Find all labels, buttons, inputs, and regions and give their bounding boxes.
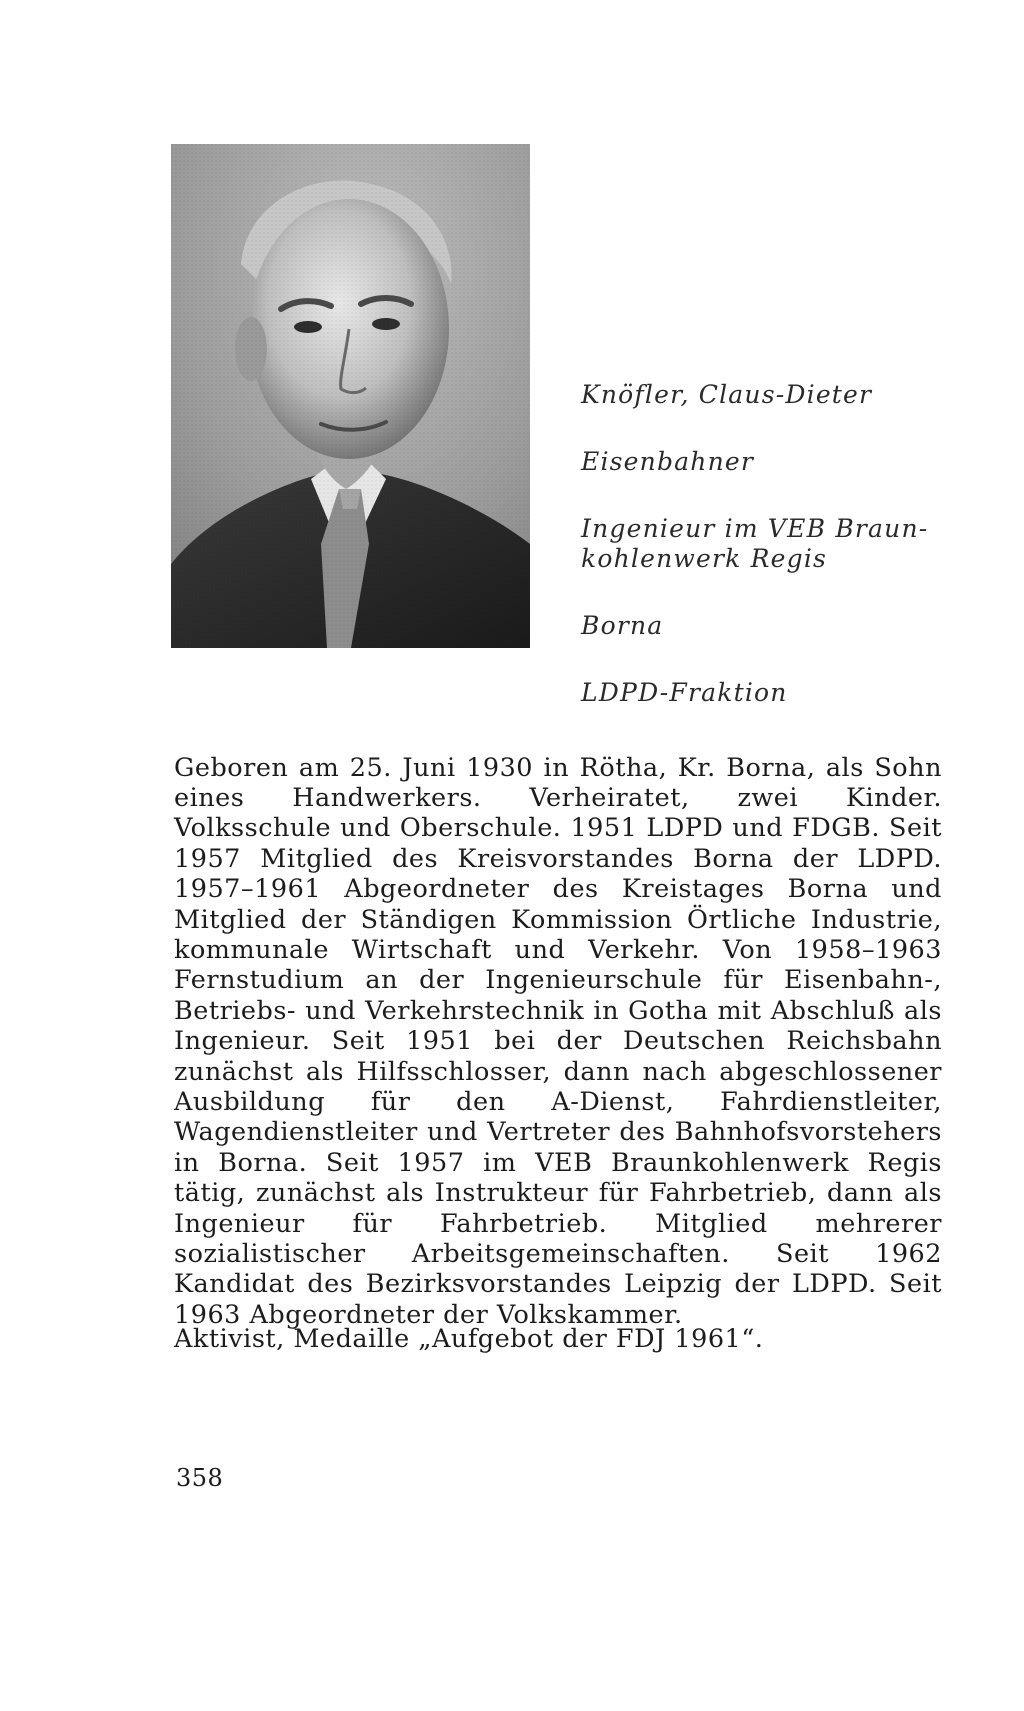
portrait-photo	[171, 144, 530, 648]
entry-header	[581, 380, 981, 708]
place: Borna	[581, 611, 664, 640]
position-line-2: kohlenwerk Regis	[581, 544, 828, 573]
person-name: Knöfler, Claus-Dieter	[581, 380, 873, 409]
faction: LDPD-Fraktion	[581, 678, 788, 707]
awards-text: Aktivist, Medaille „Aufgebot der FDJ 1961“.	[174, 1323, 764, 1354]
position-line-1: Ingenieur im VEB Braun-	[581, 514, 929, 543]
occupation: Eisenbahner	[581, 447, 755, 476]
page-number: 358	[176, 1464, 224, 1492]
biography-text: Geboren am 25. Juni 1930 in Rötha, Kr. Borna, als Sohn eines Handwerkers. Verheiratet, zwei Kinder. Volksschule und Oberschule. 1951 LDPD und FDGB. Seit 1957 Mitglied des Kreisvorstandes Borna der LDPD. 1957–1961 Abgeordneter des Kreistages Borna und Mitglied der Ständigen Kommission Örtliche Industrie, kommunale Wirtschaft und Verkehr. Von 1958–1963 Fernstudium an der Ingenieurschule für Eisenbahn-, Betriebs- und Verkehrstechnik in Gotha mit Abschluß als Ingenieur. Seit 1951 bei der Deutschen Reichsbahn zunächst als Hilfsschlosser, dann nach abgeschlossener Ausbildung für den A-Dienst, Fahrdienstleiter, Wagendienstleiter und Vertreter des Bahnhofsvorstehers in Borna. Seit 1957 im VEB Braunkohlenwerk Regis tätig, zunächst als Instrukteur für Fahrbetrieb, dann als Ingenieur für Fahrbetrieb. Mitglied mehrerer sozialistischer Arbeitsgemeinschaften. Seit 1962 Kandidat des Bezirksvorstandes Leipzig der LDPD. Seit 1963 Abgeordneter der Volkskammer.	[174, 752, 942, 1330]
